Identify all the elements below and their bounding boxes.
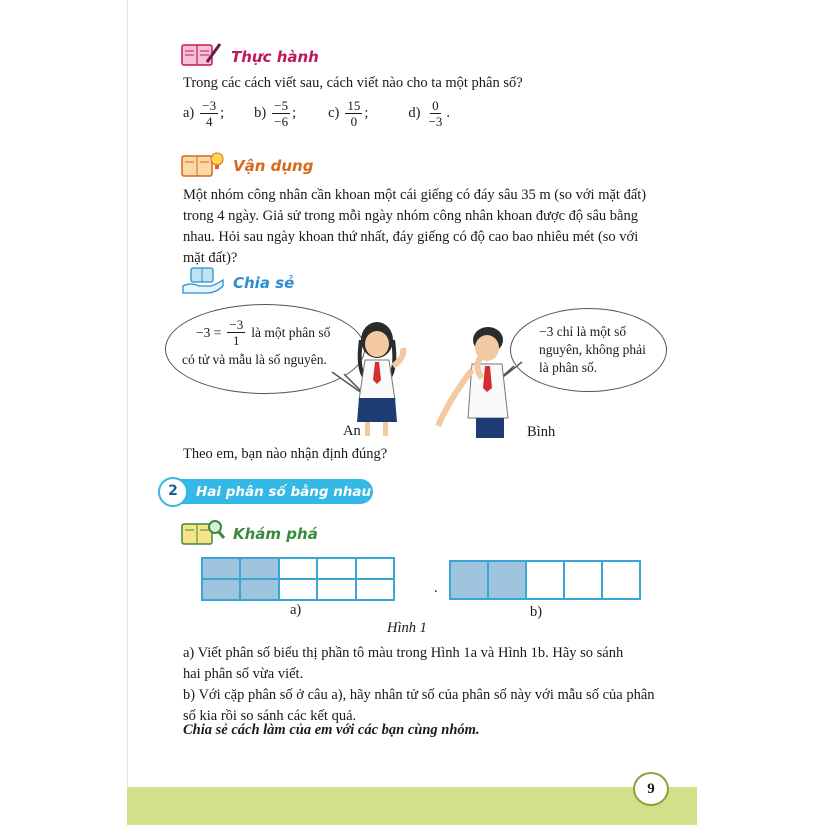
figure-caption: Hình 1: [387, 620, 427, 636]
van-dung-title: Vận dụng: [233, 157, 314, 175]
option-label: c): [328, 105, 340, 121]
an-name-label: An: [343, 423, 361, 439]
grid-cell: [488, 561, 526, 599]
binh-bubble-line: là phân số.: [539, 360, 598, 375]
page-number: 9: [633, 772, 669, 806]
grid-cell: [356, 558, 394, 579]
van-dung-line: mặt đất)?: [183, 250, 238, 266]
fraction-numerator: −5: [274, 98, 289, 113]
kham-pha-title: Khám phá: [233, 525, 318, 543]
grid-cell: [279, 558, 317, 579]
thuc-hanh-heading: [181, 42, 319, 72]
fraction-option: [408, 98, 450, 129]
task-b-line: b) Với cặp phân số ở câu a), hãy nhân tử số của phân số này với mẫu số của phân: [183, 687, 655, 703]
fraction-options: [183, 98, 450, 129]
van-dung-line: Một nhóm công nhân cần khoan một cái giếng có đáy sâu 35 m (so với mặt đất): [183, 187, 647, 203]
grid-cell: [317, 579, 355, 600]
van-dung-line: nhau. Hỏi sau ngày khoan thứ nhất, đáy giếng có độ cao bao nhiêu mét (so với: [183, 229, 639, 245]
van-dung-heading: [181, 150, 313, 182]
chia-se-title: Chia sẻ: [233, 274, 295, 292]
fraction-denominator: 0: [350, 114, 358, 129]
footer-band: [127, 787, 697, 825]
grid-cell: [356, 579, 394, 600]
fraction-denominator: −3: [428, 114, 443, 129]
grid-cell: [202, 558, 240, 579]
fraction-numerator: 15: [347, 98, 361, 113]
thuc-hanh-title: Thực hành: [231, 48, 319, 66]
option-end: ;: [292, 105, 297, 121]
option-end: .: [446, 105, 450, 121]
fraction-denominator: 4: [205, 114, 213, 129]
fraction-numerator: −3: [229, 317, 244, 332]
figure-dot: .: [434, 580, 438, 596]
fraction-option: [254, 98, 296, 129]
binh-bubble-line: nguyên, không phải: [539, 342, 646, 357]
fraction-option: [328, 98, 368, 129]
section-2-banner: [160, 479, 373, 504]
option-fraction: [272, 98, 290, 129]
figure-1b-grid: [449, 560, 641, 600]
binh-speech-bubble: [510, 308, 667, 392]
book-magnifier-icon: [181, 518, 225, 550]
an-bubble-line2: có tử và mẫu là số nguyên.: [182, 352, 327, 367]
figure-1b-label: b): [530, 604, 543, 620]
notebook-pencil-icon: [181, 42, 223, 72]
grid-cell: [202, 579, 240, 600]
chia-se-question: Theo em, bạn nào nhận định đúng?: [183, 446, 388, 462]
grid-cell: [240, 558, 278, 579]
hand-book-icon: [181, 266, 225, 300]
van-dung-problem: [183, 185, 673, 269]
task-a-line: hai phân số vừa viết.: [183, 666, 304, 682]
kham-pha-task-a: [183, 643, 673, 685]
grid-cell: [279, 579, 317, 600]
option-fraction: [200, 98, 218, 129]
fraction-denominator: −6: [274, 114, 289, 129]
fraction-denominator: 1: [233, 333, 240, 348]
binh-name-label: Bình: [527, 424, 556, 440]
kham-pha-closing: Chia sẻ cách làm của em với các bạn cùng nhóm.: [183, 722, 480, 738]
grid-cell: [564, 561, 602, 599]
binh-bubble-line: −3 chỉ là một số: [539, 324, 627, 339]
an-bubble-prefix: −3 =: [196, 324, 222, 340]
option-end: ;: [220, 105, 225, 121]
fraction-option: [183, 98, 224, 129]
an-bubble-suffix: là một phân số: [251, 324, 331, 340]
thuc-hanh-question: Trong các cách viết sau, cách viết nào cho ta một phân số?: [183, 75, 523, 91]
student-binh-illustration: [430, 318, 520, 440]
van-dung-line: trong 4 ngày. Giả sử trong mỗi ngày nhóm công nhân khoan được độ sâu bằng: [183, 208, 638, 224]
grid-cell: [602, 561, 640, 599]
chia-se-heading: [181, 266, 294, 300]
option-label: d): [408, 105, 421, 121]
grid-cell: [450, 561, 488, 599]
option-label: a): [183, 105, 195, 121]
option-label: b): [254, 105, 267, 121]
grid-cell: [317, 558, 355, 579]
fraction-numerator: −3: [202, 98, 217, 113]
an-bubble-fraction: [227, 317, 245, 348]
figure-1a-grid: [201, 557, 395, 601]
section-number: 2: [158, 477, 188, 507]
task-a-line: a) Viết phân số biểu thị phần tô màu trong Hình 1a và Hình 1b. Hãy so sánh: [183, 645, 624, 661]
grid-cell: [526, 561, 564, 599]
fraction-numerator: 0: [432, 98, 439, 113]
figure-1a-label: a): [290, 602, 302, 618]
book-lightbulb-icon: [181, 150, 225, 182]
option-fraction: [345, 98, 362, 129]
kham-pha-heading: [181, 518, 318, 550]
section-title: Hai phân số bằng nhau: [196, 483, 372, 500]
option-fraction: [427, 98, 445, 129]
grid-cell: [240, 579, 278, 600]
page-edge: [127, 0, 128, 825]
option-end: ;: [364, 105, 369, 121]
task-b-line: số kia rồi so sánh các kết quả.: [183, 708, 357, 724]
